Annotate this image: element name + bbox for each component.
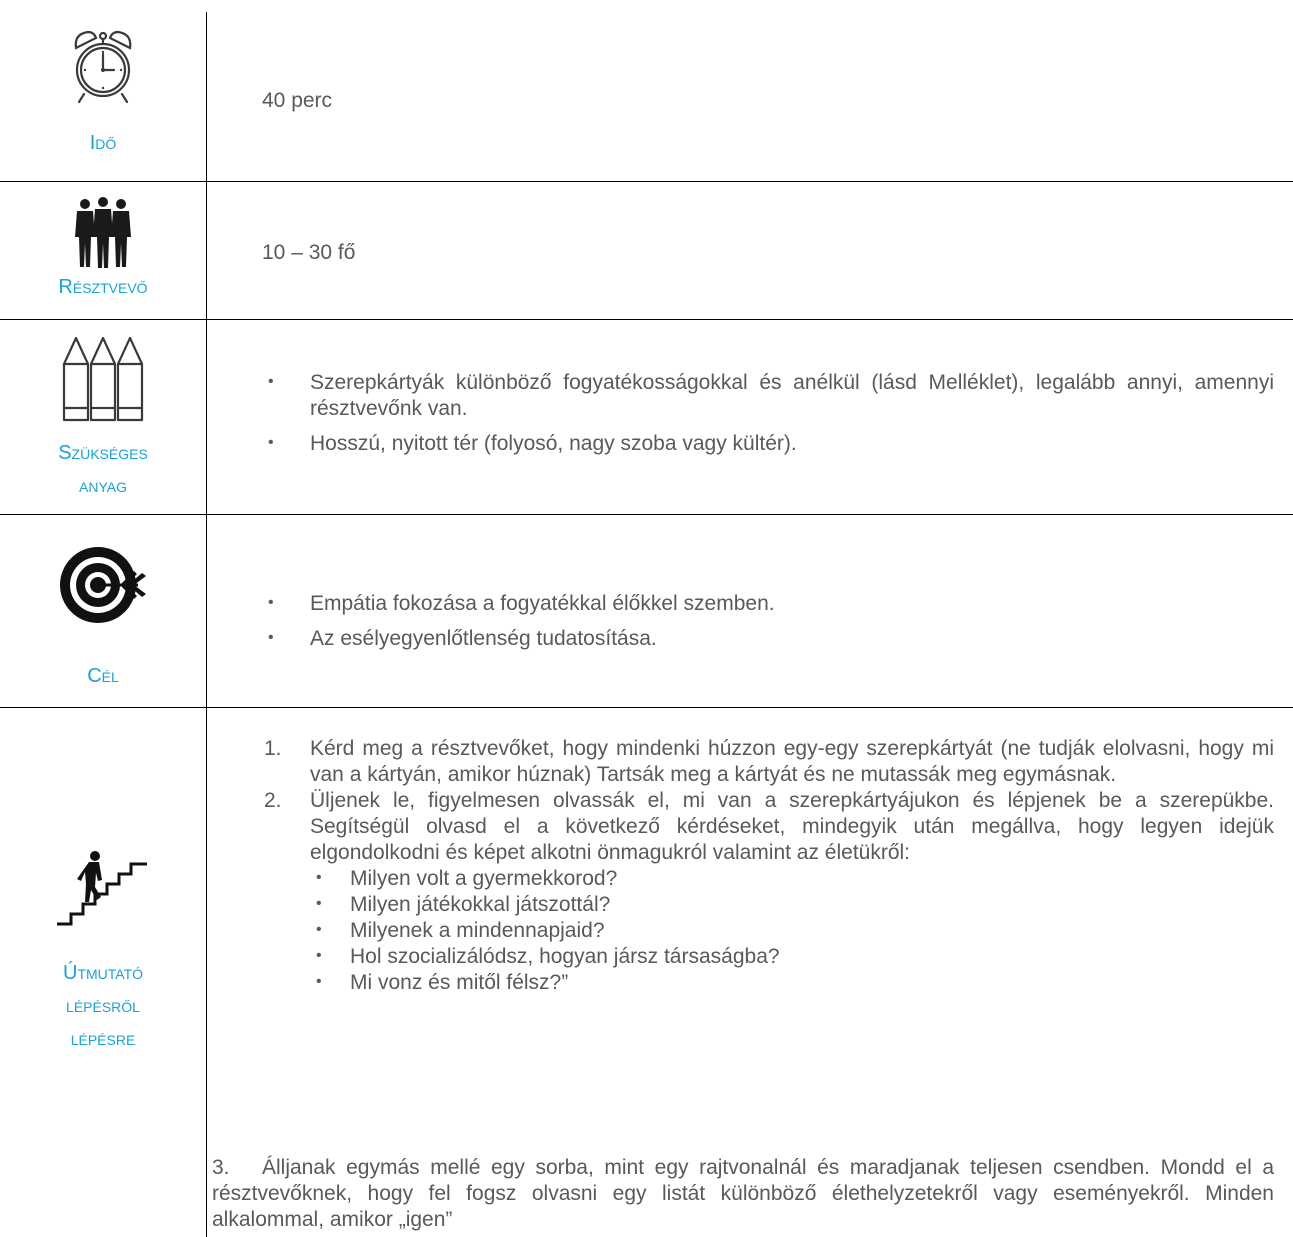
materials-list	[262, 370, 1274, 466]
step-2: 2. Üljenek le, figyelmesen olvassák el, mi van a szerepkártyájukon és lépjenek be a szerepükbe. Segítségül olvasd el a következő kérdéseket, mindegyik után megállva, hogy legyen idejük elgondolkodni és képet alkotni önmagukról valamint az életükről:	[264, 789, 1274, 864]
list-item: • Milyen játékokkal játszottál?	[310, 892, 1274, 918]
step-1: 1. Kérd meg a résztvevőket, hogy mindenki húzzon egy-egy szerepkártyát (ne tudják elolvasni, hogy mi van a kártyán, amikor húznak) Tartsák meg a kártyát és ne mutassák meg egymásnak.	[264, 737, 1274, 786]
row-divider	[0, 514, 1293, 515]
list-item: • Milyenek a mindennapjaid?	[310, 918, 1274, 944]
row-divider	[0, 707, 1293, 708]
list-item: • Empátia fokozása a fogyatékkal élőkkel szemben.	[262, 591, 1274, 617]
list-item: • Hol szocializálódsz, hogyan jársz társaságba?	[310, 944, 1274, 970]
pencils-icon	[0, 332, 206, 424]
row-label-goal: Cél	[87, 665, 119, 687]
row-divider	[0, 181, 1293, 182]
list-item: • Mi vonz és mitől félsz?”	[310, 970, 1274, 996]
people-silhouette-icon	[0, 196, 206, 270]
list-item: • Milyen volt a gyermekkorod?	[310, 866, 1274, 892]
time-value: 40 perc	[262, 89, 333, 112]
stairs-climber-icon	[0, 848, 206, 928]
list-item: • Az esélyegyenlőtlenség tudatosítása.	[262, 626, 1274, 652]
list-item: • Szerepkártyák különböző fogyatékosságokkal és anélkül (lásd Melléklet), legalább annyi, amennyi résztvevőnk van.	[262, 370, 1274, 422]
question-list	[262, 866, 1274, 996]
target-arrow-icon	[0, 540, 206, 630]
goal-list	[262, 591, 1274, 661]
table-column-divider	[206, 12, 207, 1237]
row-label-participants: Résztvevő	[58, 276, 148, 298]
participants-value: 10 – 30 fő	[262, 241, 356, 264]
list-item: • Hosszú, nyitott tér (folyosó, nagy szoba vagy kültér).	[262, 431, 1274, 457]
row-divider	[0, 319, 1293, 320]
row-label-materials: Szükséges anyag	[58, 442, 148, 497]
alarm-clock-icon	[0, 26, 206, 106]
step-3: 3. Álljanak egymás mellé egy sorba, mint egy rajtvonalnál és maradjanak teljesen csendben. Mondd el a résztvevőknek, hogy fel fogsz olvasni egy listát különböző élethelyzetekről vagy eseményekről. Minden alkalommal, amikor „igen”	[212, 1156, 1274, 1231]
row-label-time: Idő	[89, 132, 117, 154]
row-label-steps: Útmutató lépésről lépésre	[62, 962, 144, 1050]
steps-content	[262, 736, 1274, 996]
